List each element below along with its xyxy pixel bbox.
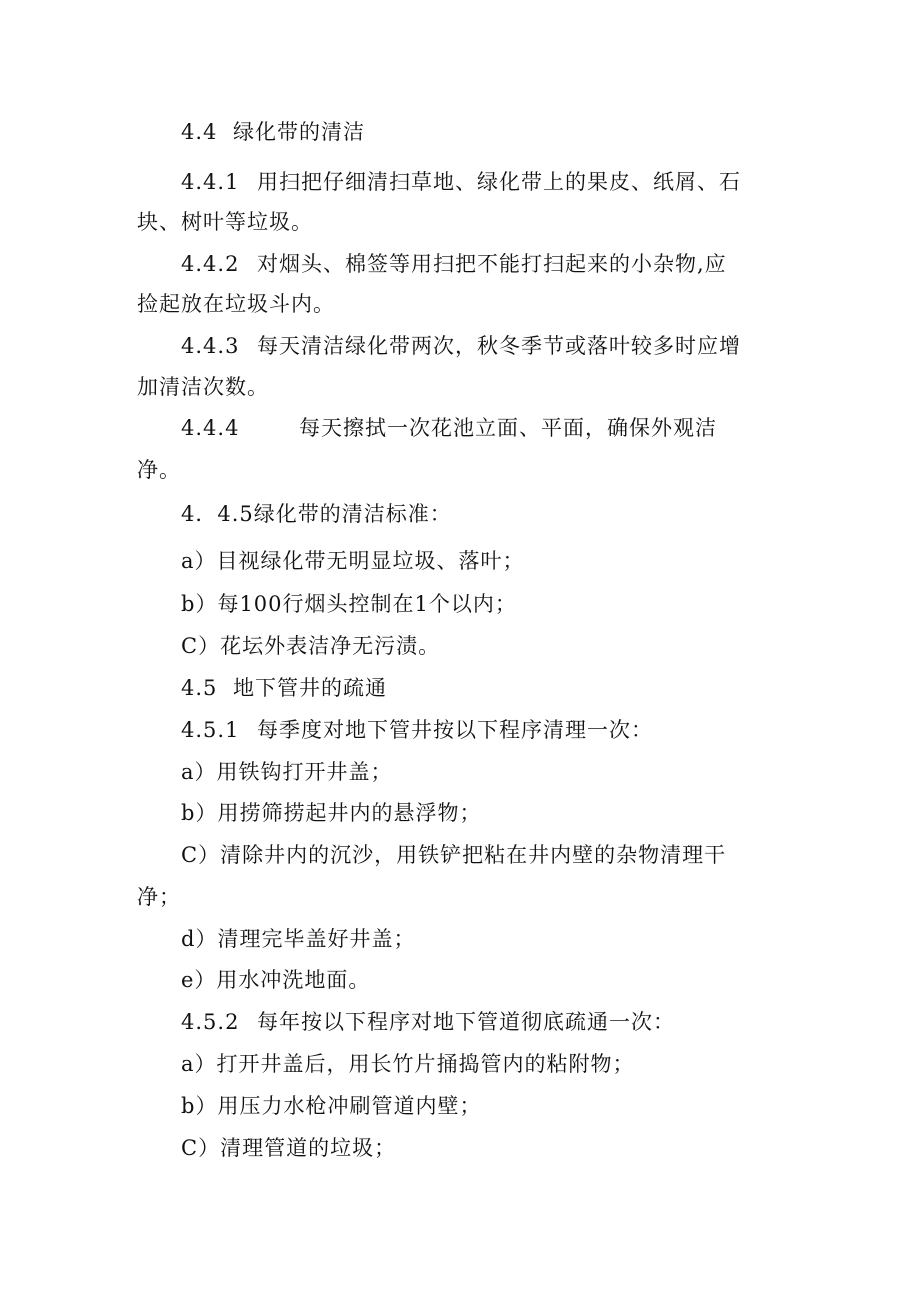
- clause-number: 4.4.2: [181, 252, 240, 276]
- section-number: 4.4: [181, 120, 218, 144]
- clause-number: 4.5.1: [181, 718, 240, 742]
- clause-line: [181, 331, 741, 361]
- list-item: e）用水冲洗地面。: [181, 968, 371, 992]
- clause-number: 4.4.1: [181, 170, 240, 194]
- list-item: C）花坛外表洁净无污渍。: [181, 634, 441, 658]
- section-heading: [181, 673, 387, 703]
- clause-text: 用扫把仔细清扫草地、绿化带上的果皮、纸屑、石: [257, 170, 741, 194]
- clause-line: 4．4.5绿化带的清洁标准：: [181, 502, 452, 526]
- clause-number: 4.4.3: [181, 334, 240, 358]
- list-item: d）清理完毕盖好井盖；: [181, 927, 416, 951]
- list-item: C）清理管道的垃圾；: [181, 1136, 397, 1160]
- continuation-line: 净；: [137, 885, 181, 909]
- clause-number: 4.4.4: [181, 416, 240, 440]
- clause-line: [181, 715, 653, 745]
- continuation-line: 加清洁次数。: [137, 375, 269, 399]
- continuation-line: 块、树叶等垃圾。: [137, 210, 313, 234]
- clause-number: 4.5.2: [181, 1010, 240, 1034]
- clause-line: [181, 249, 727, 279]
- clause-line: [181, 167, 741, 197]
- clause-text: 每年按以下程序对地下管道彻底疏通一次：: [257, 1010, 675, 1034]
- list-item: b）用压力水枪冲刷管道内壁；: [181, 1094, 482, 1118]
- continuation-line: 捡起放在垃圾斗内。: [137, 292, 335, 316]
- section-title: 地下管井的疏通: [233, 676, 387, 700]
- continuation-line: 净。: [137, 458, 181, 482]
- list-item: a）目视绿化带无明显垃圾、落叶；: [181, 549, 525, 573]
- section-title: 绿化带的清洁: [233, 120, 365, 144]
- clause-text: 每天清洁绿化带两次，秋冬季节或落叶较多时应增: [257, 334, 741, 358]
- clause-line: [181, 1007, 675, 1037]
- list-item: b）用捞筛捞起井内的悬浮物；: [181, 801, 482, 825]
- clause-line: [181, 413, 717, 443]
- list-item: a）用铁钩打开井盖；: [181, 760, 393, 784]
- list-item: a）打开井盖后，用长竹片捅捣管内的粘附物；: [181, 1052, 635, 1076]
- clause-text: 对烟头、棉签等用扫把不能打扫起来的小杂物,应: [257, 252, 727, 276]
- section-number: 4.5: [181, 676, 218, 700]
- list-item: C）清除井内的沉沙，用铁铲把粘在井内壁的杂物清理干: [181, 843, 727, 867]
- clause-text: 每季度对地下管井按以下程序清理一次：: [257, 718, 653, 742]
- list-item: b）每100行烟头控制在1个以内；: [181, 592, 517, 616]
- section-heading: [181, 117, 365, 147]
- clause-text: 每天擦拭一次花池立面、平面，确保外观洁: [299, 416, 717, 440]
